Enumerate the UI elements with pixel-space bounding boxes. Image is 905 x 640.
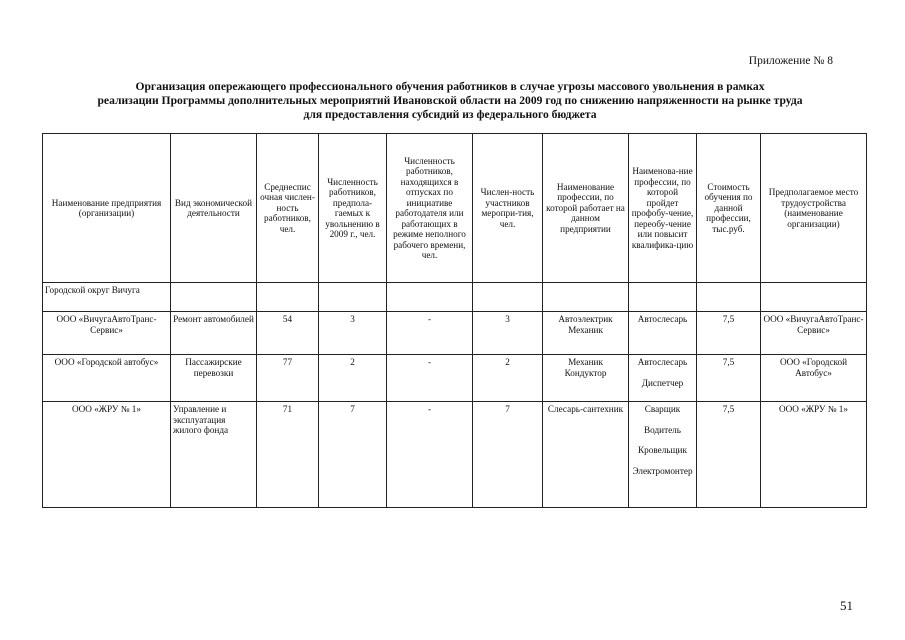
- cell-planned-layoffs: 3: [319, 312, 387, 355]
- cell-part-time: -: [387, 312, 473, 355]
- cell-activity: Управление и эксплуатация жилого фонда: [171, 402, 257, 508]
- training-profession: Кровельщик: [638, 445, 687, 455]
- cell-org: ООО «ВичугаАвтоТранс-Сервис»: [43, 312, 171, 355]
- col-header-cost: Стоимость обучения по данной профессии, тыс.руб.: [697, 134, 761, 283]
- cell-avg-staff: 54: [257, 312, 319, 355]
- cell-employment-place: ООО «ВичугаАвтоТранс-Сервис»: [761, 312, 867, 355]
- cell-activity: Ремонт автомобилей: [171, 312, 257, 355]
- title-line-3: для предоставления субсидий из федерального бюджета: [303, 108, 597, 121]
- col-header-activity: Вид экономической деятельности: [171, 134, 257, 283]
- cell-training-professions: [629, 312, 697, 355]
- cell-cost: 7,5: [697, 402, 761, 508]
- cell-participants: 3: [473, 312, 543, 355]
- col-header-participants: Числен-ность участников меропри-тия, чел.: [473, 134, 543, 283]
- table-row: [43, 312, 867, 355]
- training-profession: Сварщик: [644, 404, 681, 414]
- cell-avg-staff: 71: [257, 402, 319, 508]
- current-profession: Механик: [568, 324, 603, 335]
- current-profession: Автоэлектрик: [558, 314, 613, 324]
- cell-part-time: -: [387, 402, 473, 508]
- col-header-employment-place: Предполагаемое место трудоустройства (наименование организации): [761, 134, 867, 283]
- training-profession: Автослесарь: [637, 357, 688, 367]
- cell-training-professions: [629, 355, 697, 402]
- document-title: [40, 80, 860, 122]
- cell-part-time: -: [387, 355, 473, 402]
- training-profession: Электромонтер: [632, 465, 693, 476]
- cell-participants: 7: [473, 402, 543, 508]
- page-number: 51: [840, 598, 853, 613]
- col-header-current-profession: Наименование профессии, по которой работает на данном предприятии: [543, 134, 629, 283]
- cell-current-professions: [543, 355, 629, 402]
- col-header-training-profession: Наименова-ние профессии, по которой пройдет профобу-чение, переобу-чение или повысит квалифика-цию: [629, 134, 697, 283]
- current-profession: Кондуктор: [564, 367, 607, 378]
- title-line-1: Организация опережающего профессионального обучения работников в случае угрозы массового увольнения в рамках: [135, 80, 765, 93]
- cell-employment-place: ООО «Городской Автобус»: [761, 355, 867, 402]
- cell-training-professions: [629, 402, 697, 508]
- cell-planned-layoffs: 2: [319, 355, 387, 402]
- region-row: [43, 283, 867, 312]
- cell-cost: 7,5: [697, 355, 761, 402]
- cell-org: ООО «Городской автобус»: [43, 355, 171, 402]
- cell-participants: 2: [473, 355, 543, 402]
- col-header-part-time: Численность работников, находящихся в отпусках по инициативе работодателя или работающих в режиме неполного рабочего времени, чел.: [387, 134, 473, 283]
- cell-cost: 7,5: [697, 312, 761, 355]
- training-table: [42, 133, 867, 508]
- col-header-org: Наименование предприятия (организации): [43, 134, 171, 283]
- cell-activity: Пассажирские перевозки: [171, 355, 257, 402]
- region-name: Городской округ Вичуга: [43, 283, 171, 312]
- title-line-2: реализации Программы дополнительных мероприятий Ивановской области на 2009 год по снижению напряженности на рынке труда: [97, 94, 803, 107]
- cell-avg-staff: 77: [257, 355, 319, 402]
- cell-org: ООО «ЖРУ № 1»: [43, 402, 171, 508]
- cell-current-professions: [543, 312, 629, 355]
- cell-planned-layoffs: 7: [319, 402, 387, 508]
- training-profession: Водитель: [644, 424, 681, 435]
- table-row: [43, 402, 867, 508]
- table-header-row: [43, 134, 867, 283]
- col-header-avg-staff: Среднеспис очная числен-ность работников, чел.: [257, 134, 319, 283]
- current-profession: Слесарь-сантехник: [547, 404, 624, 414]
- cell-current-professions: [543, 402, 629, 508]
- training-profession: Автослесарь: [637, 314, 688, 324]
- training-profession: Диспетчер: [641, 377, 684, 388]
- appendix-label: Приложение № 8: [748, 55, 833, 67]
- cell-employment-place: ООО «ЖРУ № 1»: [761, 402, 867, 508]
- table-row: [43, 355, 867, 402]
- col-header-planned-layoffs: Численность работников, предпола-гаемых к увольнению в 2009 г., чел.: [319, 134, 387, 283]
- current-profession: Механик: [568, 357, 603, 367]
